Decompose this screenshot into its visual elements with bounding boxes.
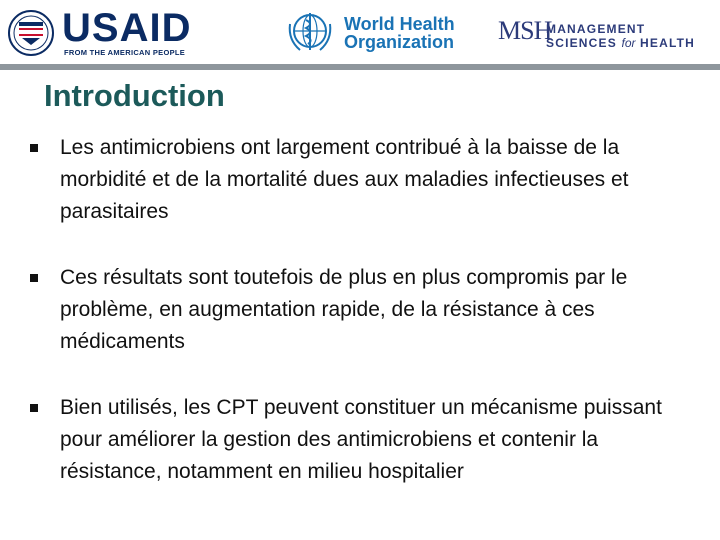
who-name-line1: World Health — [344, 14, 455, 34]
who-logo — [286, 8, 456, 58]
msh-monogram: MSH — [498, 16, 552, 45]
usaid-seal-icon — [8, 10, 54, 56]
usaid-tagline: FROM THE AMERICAN PEOPLE — [64, 48, 186, 57]
slide-title: Introduction — [44, 78, 225, 113]
bullet-text: Les antimicrobiens ont largement contribué à la baisse de la morbidité et de la mortalité dues aux maladies infectieuses et parasitaires — [60, 136, 629, 223]
bullet-item — [30, 392, 700, 488]
bullet-text: Ces résultats sont toutefois de plus en plus compromis par le problème, en augmentation rapide, de la résistance à ces médicaments — [60, 266, 628, 353]
bullet-list — [30, 132, 700, 522]
msh-logo — [498, 10, 698, 56]
usaid-logo — [8, 8, 194, 58]
bullet-text: Bien utilisés, les CPT peuvent constituer un mécanisme puissant pour améliorer la gestion des antimicrobiens et contenir la résistance, notamment en milieu hospitalier — [60, 396, 662, 483]
usaid-wordmark: USAID — [62, 6, 192, 50]
square-bullet-icon — [30, 274, 38, 282]
who-emblem-icon — [286, 10, 334, 56]
header-divider — [0, 64, 720, 70]
bullet-item — [30, 262, 700, 358]
msh-line2: SCIENCES for HEALTH — [546, 36, 696, 50]
square-bullet-icon — [30, 404, 38, 412]
logo-header — [0, 0, 720, 64]
msh-line1: MANAGEMENT — [546, 22, 646, 36]
square-bullet-icon — [30, 144, 38, 152]
bullet-item — [30, 132, 700, 228]
who-name-line2: Organization — [344, 32, 455, 52]
